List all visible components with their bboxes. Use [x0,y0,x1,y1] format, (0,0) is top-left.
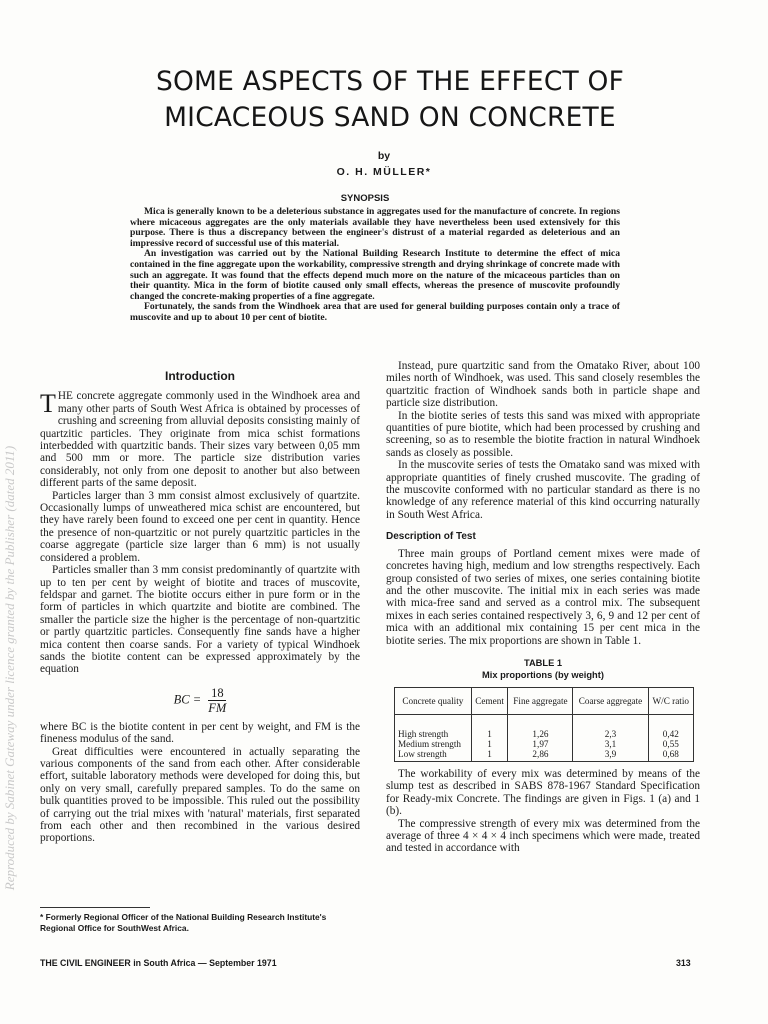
table-row [395,714,694,739]
table-cell: 0,55 [648,739,693,749]
author-name: O. H. MÜLLER* [336,166,432,178]
biotite-equation [40,686,360,715]
synopsis-paragraph-3: Fortunately, the sands from the Windhoek area that are used for general building purposes contain only a trace of muscovite and up to about 10 per cent of biotite. [130,301,620,323]
synopsis-paragraph-2: An investigation was carried out by the National Building Research Institute to determine the effect of mica contained in the fine aggregate upon the workability, compressive strength and drying shrinkage of concrete made with such an aggregate. It was found that the effects depend much more on the nature of the micaceous particles than on their quantity. Mica in the form of biotite caused only small effects, whereas the presence of muscovite profoundly changed the concrete-making properties of a fine aggregate. [130,248,620,302]
table-cell: 1,97 [508,739,573,749]
right-paragraph-3: In the muscovite series of tests the Omatako sand was mixed with appropriate quantities of finely crushed muscovite. The grading of the muscovite conformed with no particular standard as there is no knowledge of any reference material of this kind occurring naturally in South West Africa. [386,459,700,521]
synopsis-paragraph-1: Mica is generally known to be a deleterious substance in aggregates used for the manufacture of concrete. In regions where micaceous aggregates are the only materials available they have nevertheless been used extensively for this purpose. There is thus a discrepancy between the engineer's distrust of a material regarded as deleterious and an impressive record of successful use of this material. [130,206,620,249]
drop-cap: T [40,389,56,419]
table-cell: Medium strength [395,739,472,749]
page-number: 313 [676,958,691,968]
right-paragraph-1: Instead, pure quartzitic sand from the Omatako River, about 100 miles north of Windhoek, was used. This sand closely resembles the quartzitic fraction of Windhoek sands both in particle shape and particle size distribution. [386,360,700,410]
table-header-cell: Coarse aggregate [573,687,648,714]
table-cell: 3,1 [573,739,648,749]
table-cell: 1,26 [508,714,573,739]
table-caption [386,657,700,681]
table-cell: 2,86 [508,749,573,762]
table-header-row [395,687,694,714]
right-paragraph-5: The workability of every mix was determined by means of the slump test as described in SABS 878-1967 Standard Specification for Ready-mix Concrete. The findings are given in Figs. 1 (a) and 1 (b). [386,767,700,818]
right-paragraph-4: Three main groups of Portland cement mixes were made of concretes having high, medium and low strengths respectively. Each group consisted of two series of mixes, one series containing biotite and the other muscovite. The initial mix in each series was made with mica-free sand and served as a control mix. The subsequent mixes in each series contained respectively 3, 6, 9 and 12 per cent of mica with an additional mix containing 15 per cent mica in the biotite series. The mix proportions are shown in Table 1. [386,547,700,647]
intro-paragraph-5: Great difficulties were encountered in actually separating the various components of the sand from each other. After considerable effort, suitable laboratory methods were developed for doing this, but only on very small, carefully prepared samples. To do the same on bulk quantities proved to be impossible. This ruled out the possibility of carrying out the trial mixes with 'natural' materials, first separated from each other and then recombined in the various desired proportions. [40,745,360,845]
intro-paragraph-1 [40,390,360,489]
synopsis [130,207,620,324]
equation-numerator: 18 [208,686,226,701]
intro-paragraph-1-text: HE concrete aggregate commonly used in the Windhoek area and many other parts of South West Africa is obtained by processes of crushing and screening from alluvial deposits consisting mainly of quartzitic particles. They originate from mica schist formations interbedded with quartzitic bands. Their sizes vary between 0,05 mm and 500 mm or more. The particle size distribution varies considerably, not only from one deposit to another but also between different parts of the same deposit. [40,390,360,490]
table-title: Mix proportions (by weight) [482,669,604,680]
title-line-2: MICACEOUS SAND ON CONCRETE [164,102,616,133]
equation-fraction [208,686,226,715]
table-header-cell: Cement [471,687,508,714]
table-header-cell: Fine aggregate [508,687,573,714]
table-cell: High strength [395,714,472,739]
footnote-rule [40,907,150,908]
table-cell: Low strength [395,749,472,762]
introduction-heading: Introduction [165,369,235,383]
equation-lhs: BC = [173,692,202,707]
byline [0,148,768,180]
table-cell: 3,9 [573,749,648,762]
title-line-1: SOME ASPECTS OF THE EFFECT OF [155,66,625,97]
right-paragraph-6: The compressive strength of every mix was determined from the average of three 4 × 4 × 4 inch specimens which were made, treated and tested in accordance with [386,817,700,855]
intro-paragraph-2: Particles larger than 3 mm consist almost exclusively of quartzite. Occasionally lumps of unweathered mica schist are encountered, but they have rarely been found to exceed one per cent in quantity. Hence the presence of non-quartzitic or not purely quartzitic particles in the coarse aggregate (particle size larger than 6 mm) is not usually considered a problem. [40,489,360,564]
footnote: * Formerly Regional Officer of the National Building Research Institute's Regional Office for SouthWest Africa. [40,912,327,933]
table-row [395,749,694,762]
journal-footer: THE CIVIL ENGINEER in South Africa — September 1971 [40,958,277,968]
copyright-watermark: Reproduced by Sabinet Gateway under licence granted by the Publisher (dated 2011) [2,445,17,891]
table-cell: 2,3 [573,714,648,739]
synopsis-heading: SYNOPSIS [340,193,390,204]
table-header-cell: Concrete quality [395,687,472,714]
table-cell: 0,68 [648,749,693,762]
table-cell: 1 [471,714,508,739]
description-of-test-heading: Description of Test [386,531,476,543]
by-label: by [377,150,391,162]
table-label: TABLE 1 [523,657,563,668]
table-row [395,739,694,749]
table-cell: 1 [471,739,508,749]
table-cell: 0,42 [648,714,693,739]
table-header-cell: W/C ratio [648,687,693,714]
equation-denominator: FM [208,700,227,715]
intro-paragraph-3: Particles smaller than 3 mm consist predominantly of quartzite with up to ten per cent by weight of biotite and traces of muscovite, feldspar and garnet. The biotite occurs either in pure form or in the form of particles in which quartzite and biotite are combined. The smaller the particle size the higher is the percentage of non-quartzitic or partly quartzitic particles. Consequently fine sands have a higher mica content then coarse sands. For a variety of typical Windhoek sands the biotite content can be expressed approximately by the equation [40,564,360,676]
right-column [386,360,700,855]
right-paragraph-2: In the biotite series of tests this sand was mixed with appropriate quantities of pure biotite, which had been processed by crushing and screening, so as to resemble the biotite fraction in natural Windhoek sands as closely as possible. [386,409,700,459]
table-cell: 1 [471,749,508,762]
intro-paragraph-4: where BC is the biotite content in per cent by weight, and FM is the fineness modulus of the sand. [40,720,360,746]
mix-proportions-table [394,687,694,762]
left-column [40,366,360,845]
paper-title [60,64,720,136]
